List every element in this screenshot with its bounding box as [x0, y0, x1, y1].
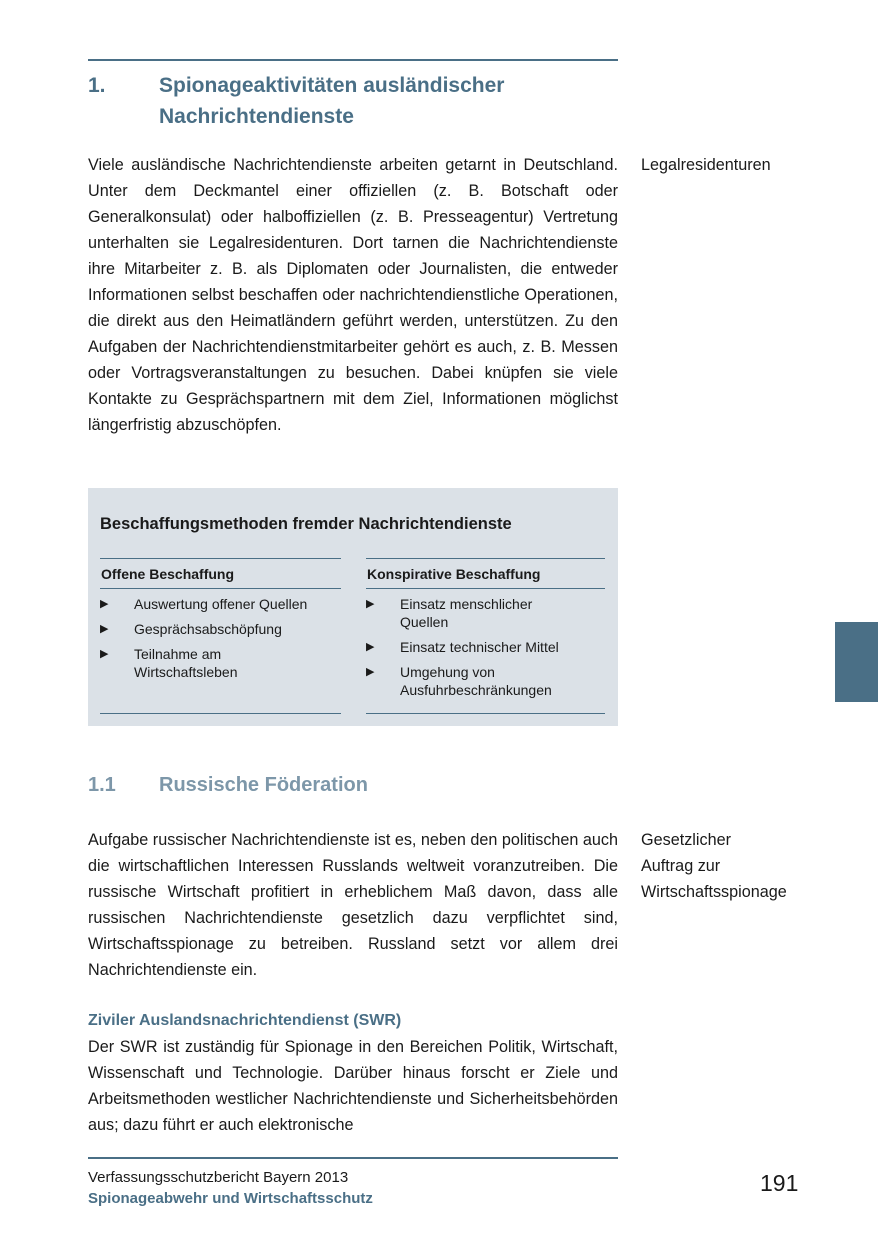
swr-heading: Ziviler Auslandsnachrichtendienst (SWR) — [88, 1012, 402, 1029]
column-list — [100, 595, 341, 688]
list-item: ▶ Teilnahme am Wirtschaftsleben — [100, 646, 238, 680]
box-title: Beschaffungsmethoden fremder Nachrichtendienste — [100, 515, 512, 533]
footer-publication: Verfassungsschutzbericht Bayern 2013 — [88, 1169, 349, 1186]
list-item: ▶ Umgehung von Ausfuhrbeschränkungen — [366, 664, 552, 698]
column-list — [366, 595, 586, 706]
list-item: ▶ Einsatz technischer Mittel — [366, 639, 559, 655]
footer-chapter: Spionageabwehr und Wirtschaftsschutz — [88, 1190, 373, 1207]
column-heading-rule — [366, 588, 605, 589]
bullet-arrow-icon: ▶ — [100, 623, 109, 635]
column-top-rule — [366, 558, 605, 559]
list-item: ▶ Auswertung offener Quellen — [100, 596, 308, 612]
russia-paragraph: Aufgabe russischer Nachrichtendienste ist es, neben den politischen auch die wirtschaftlichen Interessen Russlands weltweit voranzutreiben. Die russische Wirtschaft profitiert in erheblichem Maß davon, dass alle russischen Nachrichtendienste gesetzlich dazu verpflichtet sind, Wirtschaftsspionage zu betreiben. Russland setzt vor allem drei Nachrichtendienste ein. — [88, 831, 619, 979]
margin-note-wirtschaftsspionage: Gesetzlicher Auftrag zur Wirtschaftsspionage — [641, 831, 787, 901]
column-heading-rule — [100, 588, 341, 589]
list-item: ▶ Gesprächsabschöpfung — [100, 621, 282, 637]
bullet-arrow-icon: ▶ — [366, 598, 375, 610]
chapter-tab — [835, 622, 878, 702]
bullet-arrow-icon: ▶ — [366, 641, 375, 653]
bullet-arrow-icon: ▶ — [100, 598, 109, 610]
swr-paragraph: Der SWR ist zuständig für Spionage in den Bereichen Politik, Wirtschaft, Wissenschaft und Technologie. Darüber hinaus forscht er Ziele und Arbeitsmethoden westlicher Nachrichtendienste und Sicherheitsbehörden aus; dazu führt er auch elektronische — [88, 1038, 618, 1134]
bullet-arrow-icon: ▶ — [366, 666, 375, 678]
column-heading: Offene Beschaffung — [101, 566, 235, 582]
column-top-rule — [100, 558, 341, 559]
subsection-title: Russische Föderation — [159, 774, 368, 796]
intro-paragraph: Viele ausländische Nachrichtendienste arbeiten getarnt in Deutschland. Unter dem Deckmantel einer offiziellen (z. B. Botschaft oder Generalkonsulat) oder halboffiziellen (z. B. Presseagentur) Vertretung unterhalten sie Legalresidenturen. Dort tarnen die Nachrichtendienste ihre Mitarbeiter z. B. als Diplomaten oder Journalisten, die entweder Informationen selbst beschaffen oder nachrichtendienstliche Operationen, die direkt aus den Heimatländern geführt werden, unterstützen. Zu den Aufgaben der Nachrichtendienstmitarbeiter gehört es auch, z. B. Messen oder Vortragsveranstaltungen zu besuchen. Dabei knüpfen sie viele Kontakte zu Gesprächspartnern mit dem Ziel, Informationen möglichst längerfristig abzuschöpfen. — [88, 156, 618, 434]
column-bottom-rule — [100, 713, 341, 714]
section-number: 1. — [88, 74, 106, 97]
page-number: 191 — [760, 1170, 799, 1196]
info-box — [88, 488, 618, 726]
subsection-number: 1.1 — [88, 774, 116, 796]
footer-rule — [88, 1157, 618, 1159]
column-heading: Konspirative Beschaffung — [367, 566, 541, 582]
top-rule — [88, 59, 618, 61]
column-bottom-rule — [366, 713, 605, 714]
bullet-arrow-icon: ▶ — [100, 648, 109, 660]
list-item: ▶ Einsatz menschlicher Quellen — [366, 596, 533, 630]
margin-note-legalresidenturen: Legalresidenturen — [641, 156, 771, 174]
section-title: Spionageaktivitäten ausländischer Nachrichtendienste — [159, 74, 505, 128]
